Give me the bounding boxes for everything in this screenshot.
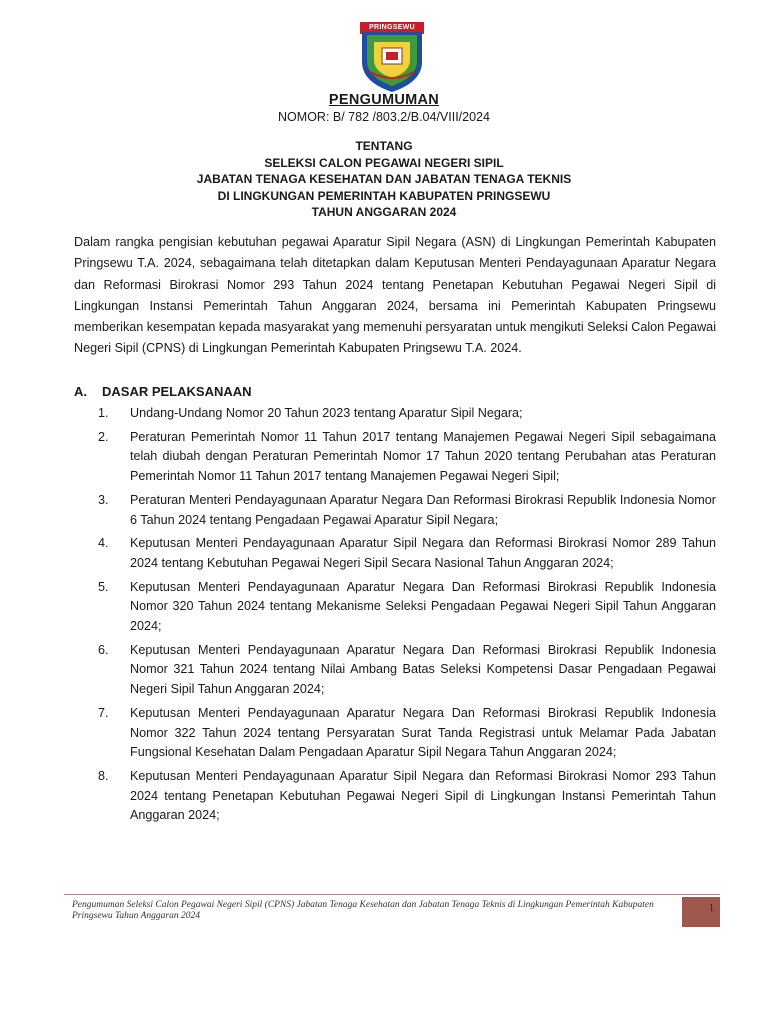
section-letter: A. <box>74 384 87 399</box>
emblem-banner: PRINGSEWU <box>360 22 424 34</box>
list-item <box>74 641 716 700</box>
list-item <box>74 404 716 424</box>
item-text: Keputusan Menteri Pendayagunaan Aparatur Negara Dan Reformasi Birokrasi Republik Indonesia Nomor 321 Tahun 2024 tentang Nilai Ambang Batas Seleksi Kompetensi Dasar Pengadaan Pegawai Negeri Sipil Tahun Anggaran 2024; <box>130 642 716 697</box>
list-item <box>74 767 716 826</box>
footer-text: Pengumuman Seleksi Calon Pegawai Negeri Sipil (CPNS) Jabatan Tenaga Kesehatan dan Jabatan Tenaga Teknis di Lingkungan Pemerintah Kabupaten Pringsewu Tahun Anggaran 2024 <box>72 900 654 921</box>
item-text: Keputusan Menteri Pendayagunaan Aparatur Negara Dan Reformasi Birokrasi Republik Indonesia Nomor 320 Tahun 2024 tentang Mekanisme Seleksi Pengadaan Pegawai Negeri Sipil Tahun Anggaran 2024; <box>130 579 716 634</box>
item-text: Peraturan Pemerintah Nomor 11 Tahun 2017 tentang Manajemen Pegawai Negeri Sipil sebagaimana telah diubah dengan Peraturan Pemerintah Nomor 17 Tahun 2020 tentang Perubahan atas Peraturan Pemerintah Nomor 11 Tahun 2017 tentang Manajemen Pegawai Negeri Sipil; <box>130 429 716 484</box>
list-item <box>74 534 716 573</box>
subject-line: TAHUN ANGGARAN 2024 <box>311 205 457 219</box>
item-number: 1. <box>98 406 109 420</box>
section-heading <box>74 384 252 399</box>
subject-line: JABATAN TENAGA KESEHATAN DAN JABATAN TENAGA TEKNIS <box>196 172 572 186</box>
item-text: Keputusan Menteri Pendayagunaan Aparatur Sipil Negara dan Reformasi Birokrasi Nomor 293 Tahun 2024 tentang Penetapan Kebutuhan Pegawai Negeri Sipil di Lingkungan Instansi Pemerintah Tahun Anggaran 2024; <box>130 768 716 823</box>
list-item <box>74 491 716 530</box>
shield-icon <box>360 32 424 92</box>
section-title: DASAR PELAKSANAAN <box>102 384 252 399</box>
list-item <box>74 428 716 487</box>
intro-paragraph: Dalam rangka pengisian kebutuhan pegawai Aparatur Sipil Negara (ASN) di Lingkungan Pemerintah Kabupaten Pringsewu T.A. 2024, sebagaimana telah ditetapkan dalam Keputusan Menteri Pendayagunaan Aparatur Negara dan Reformasi Birokrasi Nomor 293 Tahun 2024 tentang Penetapan Kebutuhan Pegawai Negeri Sipil di Lingkungan Instansi Pemerintah Tahun Anggaran 2024, bersama ini Pemerintah Kabupaten Pringsewu memberikan kesempatan kepada masyarakat yang memenuhi persyaratan untuk mengikuti Seleksi Calon Pegawai Negeri Sipil (CPNS) di Lingkungan Pemerintah Kabupaten Pringsewu T.A. 2024. <box>74 235 716 356</box>
item-number: 7. <box>98 705 109 720</box>
subject-line: SELEKSI CALON PEGAWAI NEGERI SIPIL <box>264 155 504 170</box>
page-number: 1 <box>682 897 720 927</box>
document-number: NOMOR: B/ 782 /803.2/B.04/VIII/2024 <box>278 110 490 124</box>
subject-block <box>0 138 768 221</box>
footer-divider <box>64 894 720 895</box>
subject-line: TENTANG <box>355 139 413 153</box>
page-title: PENGUMUMAN <box>328 92 440 108</box>
item-number: 2. <box>98 429 109 444</box>
subject-line: DI LINGKUNGAN PEMERINTAH KABUPATEN PRINGSEWU <box>217 188 551 203</box>
item-text: Undang-Undang Nomor 20 Tahun 2023 tentang Aparatur Sipil Negara; <box>130 406 523 420</box>
item-number: 8. <box>98 768 109 783</box>
item-text: Keputusan Menteri Pendayagunaan Aparatur Sipil Negara dan Reformasi Birokrasi Nomor 289 Tahun 2024 tentang Kebutuhan Pegawai Negeri Sipil Secara Nasional Tahun Anggaran 2024; <box>130 536 716 570</box>
item-text: Peraturan Menteri Pendayagunaan Aparatur Negara Dan Reformasi Birokrasi Republik Indonesia Nomor 6 Tahun 2024 tentang Pengadaan Pegawai Aparatur Sipil Negara; <box>130 492 716 527</box>
item-text: Keputusan Menteri Pendayagunaan Aparatur Negara Dan Reformasi Birokrasi Republik Indonesia Nomor 322 Tahun 2024 tentang Persyaratan Surat Tanda Registrasi untuk Melamar Pada Jabatan Fungsional Kesehatan Dalam Pengadaan Aparatur Sipil Negara Tahun Anggaran 2024; <box>130 705 716 760</box>
pringsewu-emblem <box>360 22 424 92</box>
item-number: 3. <box>98 492 109 507</box>
item-number: 5. <box>98 579 109 594</box>
list-item <box>74 704 716 763</box>
list-item <box>74 578 716 637</box>
item-number: 4. <box>98 536 109 551</box>
item-number: 6. <box>98 642 109 657</box>
legal-basis-list <box>74 404 716 830</box>
